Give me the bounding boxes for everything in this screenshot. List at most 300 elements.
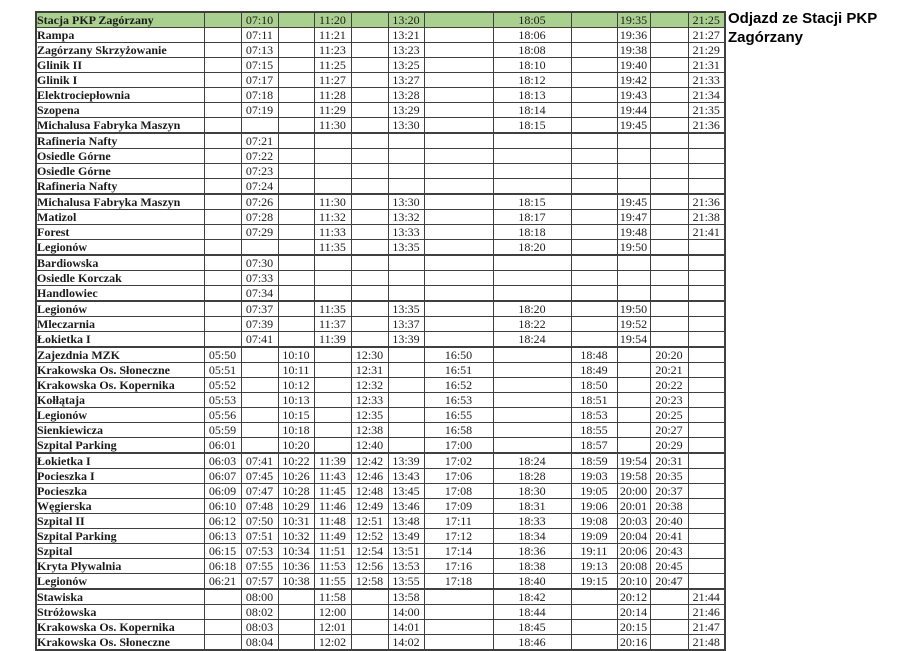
time-cell: 18:18 — [493, 225, 571, 240]
time-cell: 10:12 — [278, 378, 314, 393]
time-cell — [351, 118, 388, 134]
stop-name-cell: Michalusa Fabryka Maszyn — [36, 118, 204, 134]
time-cell: 12:35 — [351, 408, 388, 423]
time-cell — [493, 393, 571, 408]
time-cell — [424, 620, 493, 635]
time-cell — [278, 103, 314, 118]
time-cell — [204, 317, 241, 332]
time-cell — [351, 605, 388, 620]
time-cell — [424, 194, 493, 210]
time-cell — [617, 164, 650, 179]
time-cell — [571, 103, 617, 118]
time-cell — [688, 179, 725, 195]
time-cell — [424, 88, 493, 103]
time-cell — [314, 347, 351, 363]
time-cell — [688, 559, 725, 574]
timetable-row — [36, 423, 725, 438]
time-cell — [388, 438, 424, 454]
time-cell — [204, 118, 241, 134]
time-cell — [204, 194, 241, 210]
time-cell: 21:38 — [688, 210, 725, 225]
time-cell — [493, 378, 571, 393]
time-cell — [278, 317, 314, 332]
time-cell — [688, 332, 725, 348]
time-cell: 07:37 — [241, 301, 278, 317]
time-cell: 13:39 — [388, 332, 424, 348]
time-cell: 21:41 — [688, 225, 725, 240]
time-cell — [688, 408, 725, 423]
stop-name-cell: Zagórzany Skrzyżowanie — [36, 43, 204, 58]
time-cell — [351, 88, 388, 103]
timetable-row — [36, 88, 725, 103]
stop-name-cell: Glinik I — [36, 73, 204, 88]
time-cell — [204, 605, 241, 620]
time-cell — [388, 271, 424, 286]
time-cell: 14:01 — [388, 620, 424, 635]
time-cell: 11:35 — [314, 301, 351, 317]
time-cell — [688, 499, 725, 514]
time-cell: 11:39 — [314, 332, 351, 348]
stop-name-cell: Legionów — [36, 301, 204, 317]
time-cell — [204, 210, 241, 225]
time-cell: 11:32 — [314, 210, 351, 225]
time-cell — [688, 574, 725, 590]
time-cell — [351, 301, 388, 317]
time-cell — [204, 301, 241, 317]
time-cell: 20:40 — [650, 514, 688, 529]
stop-name-cell: Stawiska — [36, 589, 204, 605]
time-cell — [493, 347, 571, 363]
time-cell — [650, 164, 688, 179]
time-cell — [688, 347, 725, 363]
time-cell — [688, 363, 725, 378]
time-cell: 13:35 — [388, 301, 424, 317]
time-cell — [571, 12, 617, 28]
time-cell: 10:31 — [278, 514, 314, 529]
stop-name-cell: Matizol — [36, 210, 204, 225]
stop-name-cell: Michalusa Fabryka Maszyn — [36, 194, 204, 210]
time-cell — [571, 210, 617, 225]
time-cell: 06:13 — [204, 529, 241, 544]
timetable-row — [36, 164, 725, 179]
time-cell: 17:11 — [424, 514, 493, 529]
time-cell: 19:03 — [571, 469, 617, 484]
time-cell — [688, 378, 725, 393]
time-cell — [493, 423, 571, 438]
time-cell: 08:00 — [241, 589, 278, 605]
time-cell — [278, 332, 314, 348]
time-cell: 19:52 — [617, 317, 650, 332]
stop-name-cell: Krakowska Os. Słoneczne — [36, 363, 204, 378]
time-cell — [571, 58, 617, 73]
time-cell: 18:15 — [493, 118, 571, 134]
time-cell: 13:45 — [388, 484, 424, 499]
time-cell: 19:48 — [617, 225, 650, 240]
stop-name-cell: Glinik II — [36, 58, 204, 73]
time-cell — [204, 240, 241, 256]
time-cell — [688, 544, 725, 559]
time-cell — [688, 393, 725, 408]
time-cell — [650, 149, 688, 164]
time-cell — [571, 164, 617, 179]
timetable-row — [36, 408, 725, 423]
time-cell: 18:13 — [493, 88, 571, 103]
time-cell: 20:10 — [617, 574, 650, 590]
time-cell: 20:15 — [617, 620, 650, 635]
time-cell: 18:59 — [571, 453, 617, 469]
time-cell — [278, 179, 314, 195]
time-cell: 13:25 — [388, 58, 424, 73]
time-cell: 20:06 — [617, 544, 650, 559]
time-cell — [424, 43, 493, 58]
time-cell: 19:15 — [571, 574, 617, 590]
time-cell — [617, 347, 650, 363]
time-cell — [650, 635, 688, 651]
time-cell — [388, 149, 424, 164]
time-cell — [688, 529, 725, 544]
timetable-row — [36, 149, 725, 164]
time-cell: 11:23 — [314, 43, 351, 58]
time-cell: 07:41 — [241, 453, 278, 469]
time-cell: 11:51 — [314, 544, 351, 559]
time-cell — [204, 149, 241, 164]
stop-name-cell: Handlowiec — [36, 286, 204, 302]
time-cell: 12:49 — [351, 499, 388, 514]
time-cell: 12:32 — [351, 378, 388, 393]
time-cell — [351, 317, 388, 332]
time-cell — [204, 225, 241, 240]
time-cell — [424, 605, 493, 620]
time-cell — [278, 58, 314, 73]
time-cell: 05:53 — [204, 393, 241, 408]
time-cell: 13:20 — [388, 12, 424, 28]
timetable — [35, 11, 726, 651]
timetable-row — [36, 363, 725, 378]
time-cell: 17:06 — [424, 469, 493, 484]
time-cell — [278, 164, 314, 179]
time-cell — [617, 133, 650, 149]
time-cell — [688, 438, 725, 454]
time-cell: 19:45 — [617, 194, 650, 210]
time-cell: 12:51 — [351, 514, 388, 529]
stop-name-cell: Rampa — [36, 28, 204, 43]
time-cell: 11:27 — [314, 73, 351, 88]
time-cell — [278, 28, 314, 43]
time-cell: 19:05 — [571, 484, 617, 499]
time-cell: 18:10 — [493, 58, 571, 73]
time-cell: 17:02 — [424, 453, 493, 469]
time-cell — [241, 408, 278, 423]
time-cell — [688, 255, 725, 271]
time-cell: 20:12 — [617, 589, 650, 605]
time-cell — [314, 423, 351, 438]
time-cell: 10:36 — [278, 559, 314, 574]
time-cell — [204, 43, 241, 58]
time-cell — [571, 179, 617, 195]
time-cell — [571, 88, 617, 103]
timetable-row — [36, 43, 725, 58]
time-cell — [204, 179, 241, 195]
time-cell: 18:50 — [571, 378, 617, 393]
time-cell: 12:38 — [351, 423, 388, 438]
time-cell: 19:08 — [571, 514, 617, 529]
time-cell: 18:42 — [493, 589, 571, 605]
time-cell: 20:16 — [617, 635, 650, 651]
time-cell: 18:57 — [571, 438, 617, 454]
time-cell — [571, 73, 617, 88]
time-cell — [278, 225, 314, 240]
time-cell — [241, 423, 278, 438]
timetable-row — [36, 499, 725, 514]
time-cell: 18:20 — [493, 240, 571, 256]
time-cell — [278, 118, 314, 134]
timetable-row — [36, 210, 725, 225]
time-cell — [351, 255, 388, 271]
time-cell — [241, 240, 278, 256]
timetable-row — [36, 301, 725, 317]
time-cell — [204, 255, 241, 271]
time-cell: 11:28 — [314, 88, 351, 103]
time-cell: 07:19 — [241, 103, 278, 118]
time-cell: 17:08 — [424, 484, 493, 499]
time-cell: 19:43 — [617, 88, 650, 103]
time-cell — [650, 88, 688, 103]
time-cell: 10:10 — [278, 347, 314, 363]
time-cell — [388, 408, 424, 423]
time-cell — [278, 194, 314, 210]
time-cell — [351, 225, 388, 240]
stop-name-cell: Rafineria Nafty — [36, 133, 204, 149]
time-cell: 20:23 — [650, 393, 688, 408]
time-cell — [493, 408, 571, 423]
time-cell — [424, 28, 493, 43]
time-cell: 13:30 — [388, 194, 424, 210]
time-cell — [493, 133, 571, 149]
time-cell: 21:36 — [688, 118, 725, 134]
time-cell: 07:47 — [241, 484, 278, 499]
time-cell: 16:52 — [424, 378, 493, 393]
time-cell: 07:13 — [241, 43, 278, 58]
time-cell — [571, 332, 617, 348]
time-cell: 20:03 — [617, 514, 650, 529]
time-cell — [688, 469, 725, 484]
time-cell: 18:17 — [493, 210, 571, 225]
timetable-row — [36, 225, 725, 240]
time-cell: 13:32 — [388, 210, 424, 225]
time-cell: 18:05 — [493, 12, 571, 28]
time-cell — [351, 589, 388, 605]
time-cell — [314, 408, 351, 423]
time-cell: 20:37 — [650, 484, 688, 499]
time-cell — [650, 271, 688, 286]
time-cell: 07:15 — [241, 58, 278, 73]
time-cell: 11:37 — [314, 317, 351, 332]
time-cell: 05:59 — [204, 423, 241, 438]
time-cell: 20:08 — [617, 559, 650, 574]
time-cell: 18:33 — [493, 514, 571, 529]
time-cell — [204, 286, 241, 302]
time-cell — [351, 133, 388, 149]
time-cell: 13:53 — [388, 559, 424, 574]
time-cell — [351, 620, 388, 635]
time-cell: 05:50 — [204, 347, 241, 363]
time-cell: 07:30 — [241, 255, 278, 271]
time-cell — [617, 378, 650, 393]
time-cell — [278, 133, 314, 149]
time-cell: 11:39 — [314, 453, 351, 469]
time-cell: 20:21 — [650, 363, 688, 378]
time-cell — [388, 133, 424, 149]
time-cell — [493, 149, 571, 164]
time-cell: 11:58 — [314, 589, 351, 605]
time-cell — [351, 164, 388, 179]
time-cell — [688, 286, 725, 302]
time-cell: 18:48 — [571, 347, 617, 363]
time-cell: 18:31 — [493, 499, 571, 514]
time-cell: 06:18 — [204, 559, 241, 574]
timetable-row — [36, 332, 725, 348]
time-cell: 20:38 — [650, 499, 688, 514]
timetable-row — [36, 393, 725, 408]
time-cell — [617, 271, 650, 286]
time-cell — [278, 620, 314, 635]
time-cell: 13:48 — [388, 514, 424, 529]
timetable-row — [36, 73, 725, 88]
time-cell — [351, 194, 388, 210]
stop-name-cell: Osiedle Korczak — [36, 271, 204, 286]
time-cell — [241, 347, 278, 363]
time-cell: 08:04 — [241, 635, 278, 651]
time-cell: 19:54 — [617, 332, 650, 348]
time-cell — [204, 332, 241, 348]
time-cell — [688, 149, 725, 164]
time-cell: 13:51 — [388, 544, 424, 559]
time-cell: 11:20 — [314, 12, 351, 28]
time-cell — [351, 58, 388, 73]
time-cell: 13:55 — [388, 574, 424, 590]
time-cell — [650, 28, 688, 43]
timetable-row — [36, 559, 725, 574]
time-cell: 20:01 — [617, 499, 650, 514]
time-cell — [571, 149, 617, 164]
stop-name-cell: Węgierska — [36, 499, 204, 514]
time-cell — [351, 43, 388, 58]
time-cell: 21:25 — [688, 12, 725, 28]
time-cell — [688, 133, 725, 149]
time-cell — [278, 73, 314, 88]
time-cell: 19:58 — [617, 469, 650, 484]
timetable-row — [36, 286, 725, 302]
time-cell — [424, 589, 493, 605]
time-cell — [424, 164, 493, 179]
time-cell — [351, 271, 388, 286]
time-cell: 07:48 — [241, 499, 278, 514]
time-cell — [650, 286, 688, 302]
time-cell — [278, 210, 314, 225]
time-cell — [388, 423, 424, 438]
time-cell: 12:58 — [351, 574, 388, 590]
time-cell: 20:43 — [650, 544, 688, 559]
time-cell — [650, 133, 688, 149]
table-caption: Odjazd ze Stacji PKP Zagórzany — [728, 10, 877, 46]
time-cell: 13:23 — [388, 43, 424, 58]
time-cell — [388, 255, 424, 271]
stop-name-cell: Krakowska Os. Kopernika — [36, 378, 204, 393]
time-cell: 11:55 — [314, 574, 351, 590]
time-cell: 13:33 — [388, 225, 424, 240]
time-cell — [388, 179, 424, 195]
time-cell — [493, 363, 571, 378]
time-cell — [650, 301, 688, 317]
time-cell: 13:58 — [388, 589, 424, 605]
timetable-body — [36, 12, 725, 650]
time-cell: 21:34 — [688, 88, 725, 103]
time-cell: 07:29 — [241, 225, 278, 240]
time-cell: 12:00 — [314, 605, 351, 620]
stop-name-cell: Szpital — [36, 544, 204, 559]
time-cell — [424, 118, 493, 134]
time-cell — [688, 301, 725, 317]
time-cell: 08:03 — [241, 620, 278, 635]
time-cell: 10:11 — [278, 363, 314, 378]
time-cell: 19:06 — [571, 499, 617, 514]
time-cell: 18:28 — [493, 469, 571, 484]
time-cell — [314, 393, 351, 408]
time-cell: 11:30 — [314, 118, 351, 134]
time-cell: 18:24 — [493, 332, 571, 348]
time-cell — [351, 240, 388, 256]
time-cell: 10:34 — [278, 544, 314, 559]
time-cell: 10:18 — [278, 423, 314, 438]
time-cell: 19:42 — [617, 73, 650, 88]
time-cell — [314, 286, 351, 302]
time-cell — [571, 271, 617, 286]
timetable-header-row — [36, 12, 725, 28]
time-cell: 10:20 — [278, 438, 314, 454]
stop-name-cell: Mleczarnia — [36, 317, 204, 332]
time-cell: 07:50 — [241, 514, 278, 529]
timetable-row — [36, 544, 725, 559]
time-cell — [424, 635, 493, 651]
time-cell — [204, 12, 241, 28]
time-cell: 11:43 — [314, 469, 351, 484]
time-cell: 20:14 — [617, 605, 650, 620]
time-cell — [650, 589, 688, 605]
time-cell — [617, 286, 650, 302]
time-cell — [351, 103, 388, 118]
time-cell — [571, 240, 617, 256]
time-cell: 13:35 — [388, 240, 424, 256]
time-cell: 21:36 — [688, 194, 725, 210]
time-cell: 11:53 — [314, 559, 351, 574]
time-cell: 18:22 — [493, 317, 571, 332]
time-cell — [278, 12, 314, 28]
time-cell — [650, 332, 688, 348]
stop-name-cell: Łokietka I — [36, 453, 204, 469]
timetable-row — [36, 589, 725, 605]
time-cell — [493, 255, 571, 271]
time-cell — [688, 484, 725, 499]
time-cell — [650, 194, 688, 210]
time-cell — [424, 103, 493, 118]
time-cell — [424, 58, 493, 73]
time-cell — [650, 620, 688, 635]
time-cell — [278, 43, 314, 58]
time-cell — [314, 164, 351, 179]
time-cell: 21:35 — [688, 103, 725, 118]
time-cell: 11:35 — [314, 240, 351, 256]
time-cell — [204, 589, 241, 605]
